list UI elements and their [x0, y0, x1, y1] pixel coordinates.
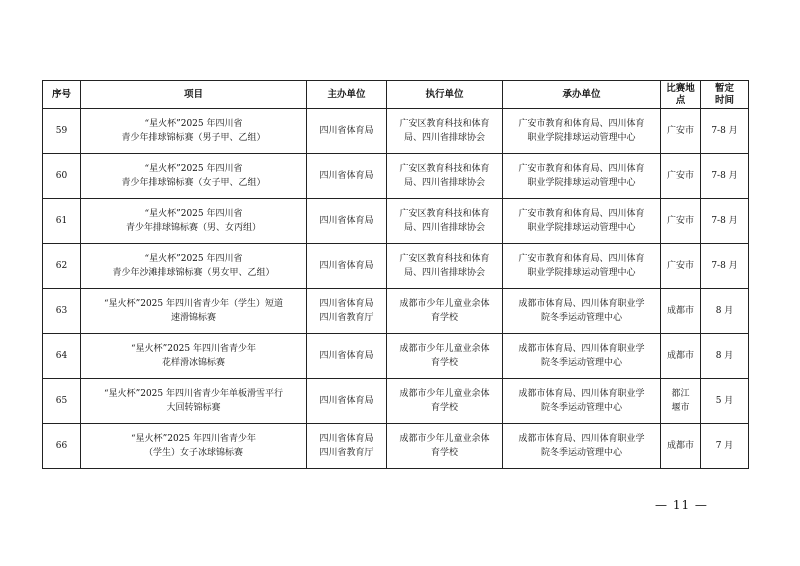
cell-line: 职业学院排球运动管理中心: [527, 223, 636, 233]
cell-venue: [661, 199, 701, 244]
cell-line: 育学校: [430, 448, 458, 458]
cell-line: “星火杯”2025 年四川省青少年: [131, 344, 256, 354]
cell-seq: 60: [43, 154, 81, 199]
page-number: — 11 —: [655, 498, 708, 512]
cell-line: 院冬季运动管理中心: [540, 313, 622, 323]
cell-line: “星火杯”2025 年四川省青少年单板滑雪平行: [104, 389, 283, 399]
cell-line: 局、四川省排球协会: [403, 133, 485, 143]
header-seq: 序号: [43, 81, 81, 109]
cell-line: 四川省体育局: [319, 434, 374, 444]
cell-project: [81, 109, 307, 154]
table-row: [43, 424, 749, 469]
cell-line: 成都市少年儿童业余体: [399, 434, 490, 444]
cell-line: 青少年排球锦标赛（男子甲、乙组）: [121, 133, 266, 143]
cell-line: 青少年排球锦标赛（男、女丙组）: [125, 223, 261, 233]
cell-time: 7-8 月: [701, 109, 749, 154]
cell-organizer: [503, 379, 661, 424]
cell-venue: [661, 334, 701, 379]
cell-line: 成都市体育局、四川体育职业学: [518, 389, 645, 399]
cell-executor: [387, 424, 503, 469]
cell-line: （学生）女子冰球锦标赛: [143, 448, 243, 458]
cell-line: 广安市: [666, 171, 694, 181]
cell-line: 成都市: [666, 441, 694, 451]
cell-line: 时间: [714, 94, 734, 106]
cell-executor: [387, 109, 503, 154]
cell-line: 院冬季运动管理中心: [540, 448, 622, 458]
header-time: [701, 81, 749, 109]
cell-host: [307, 379, 387, 424]
cell-line: 成都市体育局、四川体育职业学: [518, 344, 645, 354]
cell-line: 院冬季运动管理中心: [540, 403, 622, 413]
cell-line: 广安市: [666, 261, 694, 271]
cell-line: 广安区教育科技和体育: [399, 119, 490, 129]
table-row: [43, 244, 749, 289]
cell-line: 四川省体育局: [319, 216, 374, 226]
cell-line: 大回转锦标赛: [166, 403, 221, 413]
cell-line: 局、四川省排球协会: [403, 268, 485, 278]
cell-line: 四川省体育局: [319, 261, 374, 271]
cell-line: 速滑锦标赛: [170, 313, 216, 323]
cell-line: 广安市教育和体育局、四川体育: [518, 164, 645, 174]
cell-organizer: [503, 334, 661, 379]
table-row: [43, 109, 749, 154]
cell-line: 成都市: [666, 306, 694, 316]
cell-project: [81, 244, 307, 289]
cell-seq: 61: [43, 199, 81, 244]
cell-line: 广安市教育和体育局、四川体育: [518, 209, 645, 219]
cell-time: 8 月: [701, 334, 749, 379]
competition-schedule-table: [42, 80, 749, 469]
cell-project: [81, 289, 307, 334]
table-row: [43, 199, 749, 244]
cell-line: 广安市: [666, 216, 694, 226]
table-body: [43, 109, 749, 469]
cell-time: 7-8 月: [701, 244, 749, 289]
cell-line: 四川省体育局: [319, 351, 374, 361]
cell-organizer: [503, 199, 661, 244]
cell-project: [81, 154, 307, 199]
table-header-row: [43, 81, 749, 109]
cell-line: 局、四川省排球协会: [403, 178, 485, 188]
cell-time: 7 月: [701, 424, 749, 469]
cell-line: 成都市体育局、四川体育职业学: [518, 434, 645, 444]
cell-line: 职业学院排球运动管理中心: [527, 178, 636, 188]
cell-line: 承办单位: [562, 88, 601, 100]
cell-host: [307, 154, 387, 199]
cell-line: 四川省教育厅: [319, 313, 374, 323]
cell-time: 7-8 月: [701, 199, 749, 244]
cell-executor: [387, 199, 503, 244]
cell-seq: 65: [43, 379, 81, 424]
cell-line: 成都市少年儿童业余体: [399, 344, 490, 354]
cell-seq: 64: [43, 334, 81, 379]
cell-host: [307, 424, 387, 469]
cell-line: 职业学院排球运动管理中心: [527, 268, 636, 278]
cell-line: 广安区教育科技和体育: [399, 209, 490, 219]
cell-venue: [661, 154, 701, 199]
cell-line: 成都市体育局、四川体育职业学: [518, 299, 645, 309]
cell-line: “星火杯”2025 年四川省青少年: [131, 434, 256, 444]
cell-organizer: [503, 424, 661, 469]
cell-host: [307, 109, 387, 154]
cell-line: “星火杯”2025 年四川省: [144, 209, 243, 219]
cell-project: [81, 199, 307, 244]
cell-time: 8 月: [701, 289, 749, 334]
cell-line: 局、四川省排球协会: [403, 223, 485, 233]
cell-line: 育学校: [430, 358, 458, 368]
cell-executor: [387, 334, 503, 379]
cell-line: 点: [675, 94, 686, 106]
cell-line: 广安市教育和体育局、四川体育: [518, 254, 645, 264]
cell-line: 院冬季运动管理中心: [540, 358, 622, 368]
cell-organizer: [503, 154, 661, 199]
cell-seq: 59: [43, 109, 81, 154]
header-executor: [387, 81, 503, 109]
cell-venue: [661, 289, 701, 334]
cell-time: 7-8 月: [701, 154, 749, 199]
table-row: [43, 289, 749, 334]
cell-line: 广安市: [666, 126, 694, 136]
cell-venue: [661, 379, 701, 424]
cell-line: 四川省体育局: [319, 396, 374, 406]
cell-line: 比赛地: [666, 82, 695, 94]
cell-executor: [387, 289, 503, 334]
cell-seq: 62: [43, 244, 81, 289]
cell-host: [307, 244, 387, 289]
cell-line: 广安市教育和体育局、四川体育: [518, 119, 645, 129]
cell-line: 育学校: [430, 313, 458, 323]
cell-project: [81, 424, 307, 469]
cell-seq: 63: [43, 289, 81, 334]
cell-line: “星火杯”2025 年四川省: [144, 164, 243, 174]
header-venue: [661, 81, 701, 109]
cell-line: 青少年排球锦标赛（女子甲、乙组）: [121, 178, 266, 188]
cell-line: 执行单位: [425, 88, 464, 100]
cell-venue: [661, 109, 701, 154]
cell-line: “星火杯”2025 年四川省青少年（学生）短道: [104, 299, 283, 309]
cell-line: 成都市少年儿童业余体: [399, 299, 490, 309]
cell-organizer: [503, 244, 661, 289]
cell-project: [81, 379, 307, 424]
table-row: [43, 154, 749, 199]
cell-line: 成都市少年儿童业余体: [399, 389, 490, 399]
cell-line: 四川省体育局: [319, 299, 374, 309]
cell-time: 5 月: [701, 379, 749, 424]
cell-organizer: [503, 109, 661, 154]
cell-venue: [661, 424, 701, 469]
cell-line: 四川省体育局: [319, 171, 374, 181]
table-row: [43, 379, 749, 424]
cell-line: 职业学院排球运动管理中心: [527, 133, 636, 143]
cell-executor: [387, 244, 503, 289]
table-row: [43, 334, 749, 379]
header-organizer: [503, 81, 661, 109]
cell-line: “星火杯”2025 年四川省: [144, 119, 243, 129]
cell-host: [307, 199, 387, 244]
cell-line: “星火杯”2025 年四川省: [144, 254, 243, 264]
cell-line: 青少年沙滩排球锦标赛（男女甲、乙组）: [112, 268, 275, 278]
cell-line: 花样滑冰锦标赛: [161, 358, 225, 368]
cell-line: 暂定: [714, 82, 734, 94]
cell-line: 四川省教育厅: [319, 448, 374, 458]
cell-executor: [387, 379, 503, 424]
cell-organizer: [503, 289, 661, 334]
cell-project: [81, 334, 307, 379]
cell-host: [307, 289, 387, 334]
cell-line: 四川省体育局: [319, 126, 374, 136]
cell-line: 育学校: [430, 403, 458, 413]
cell-line: 主办单位: [327, 88, 366, 100]
header-host: [307, 81, 387, 109]
header-project: 项目: [81, 81, 307, 109]
cell-line: 堰市: [671, 403, 690, 413]
cell-seq: 66: [43, 424, 81, 469]
cell-line: 成都市: [666, 351, 694, 361]
cell-line: 广安区教育科技和体育: [399, 254, 490, 264]
cell-venue: [661, 244, 701, 289]
cell-line: 都江: [671, 389, 690, 399]
cell-line: 广安区教育科技和体育: [399, 164, 490, 174]
cell-host: [307, 334, 387, 379]
cell-executor: [387, 154, 503, 199]
